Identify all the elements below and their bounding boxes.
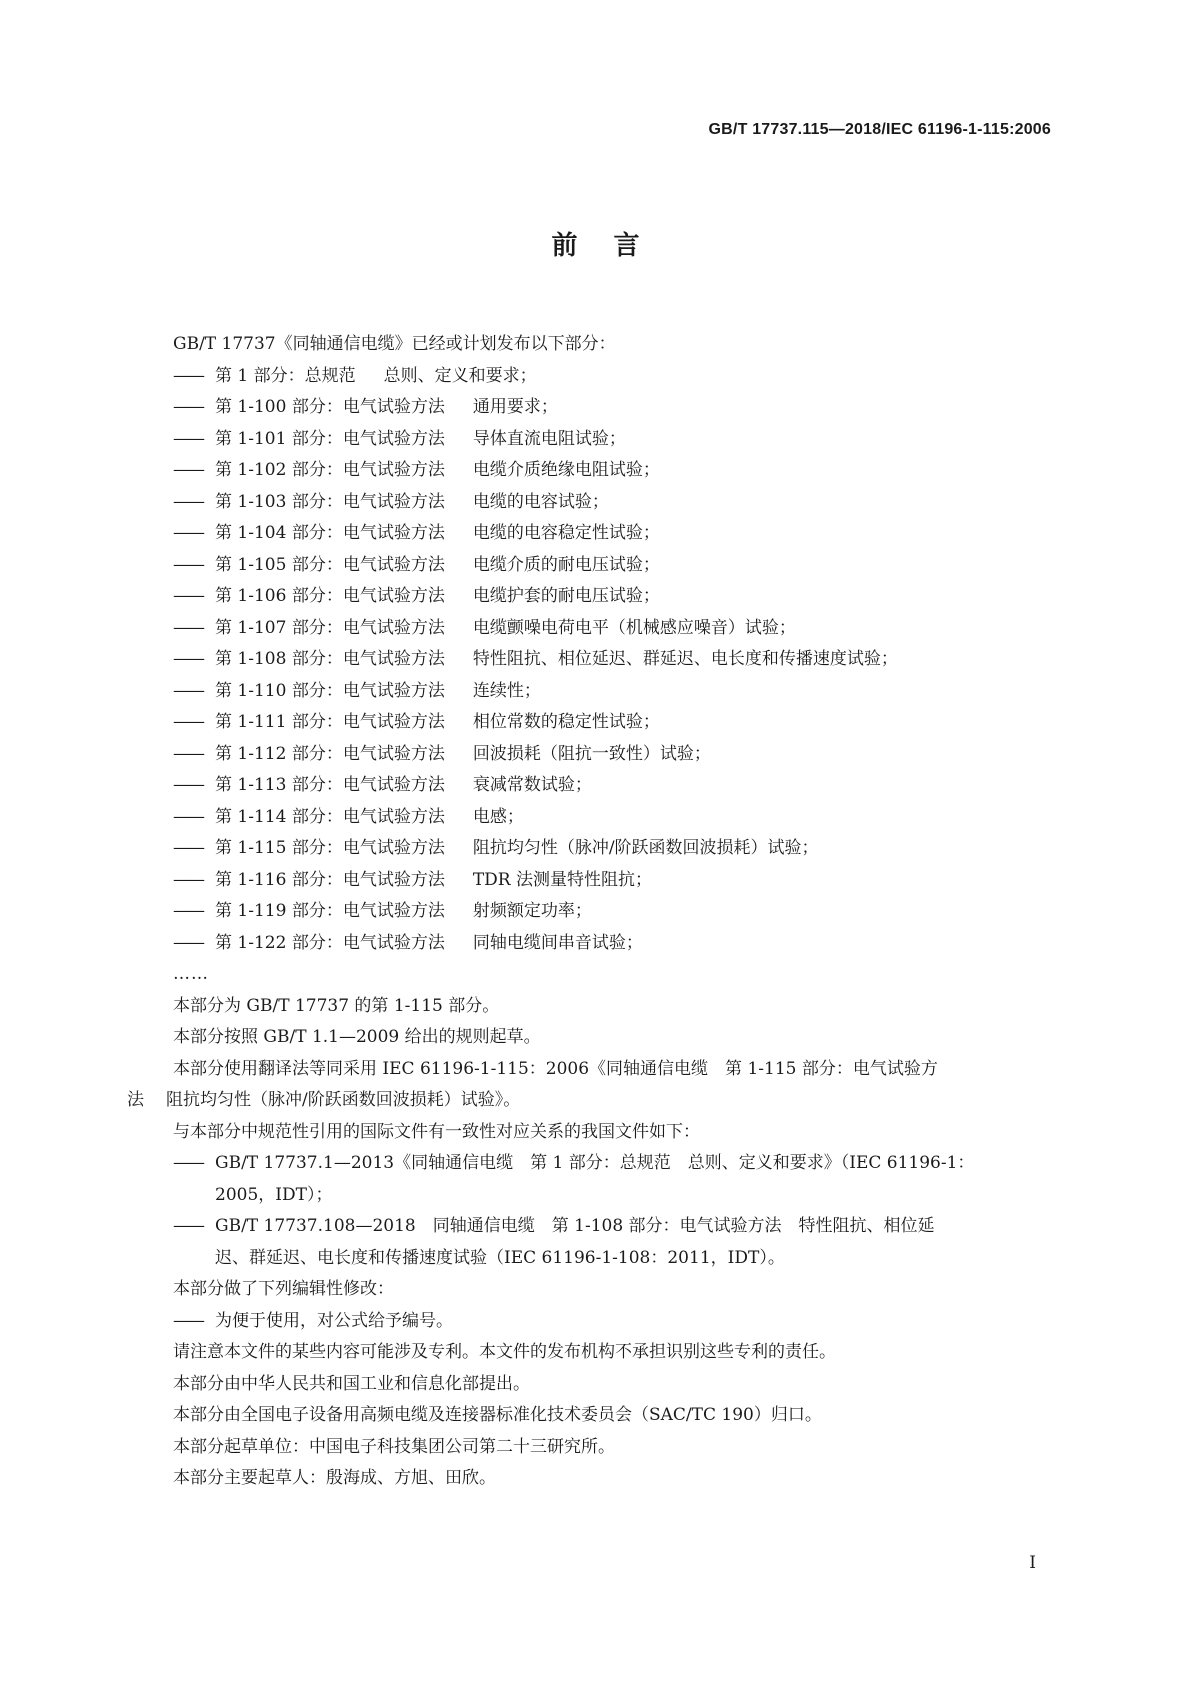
- dash-mark: ——: [173, 806, 203, 827]
- reference-2-line1: [127, 1211, 1051, 1243]
- editorial-item-text: 为便于使用，对公式给予编号。: [215, 1310, 453, 1331]
- part-name: 连续性；: [472, 680, 541, 701]
- part-list-item: [127, 487, 1051, 519]
- reference-2-text: GB/T 17737.108—2018 同轴通信电缆 第 1-108 部分：电气试验方法 特性阻抗、相位延: [215, 1216, 935, 1236]
- dash-mark: ——: [173, 428, 203, 449]
- part-prefix: 第 1-122 部分：电气试验方法: [215, 932, 445, 953]
- part-name: 相位常数的稳定性试验；: [472, 712, 660, 732]
- part-name: 特性阻抗、相位延迟、群延迟、电长度和传播速度试验；: [472, 649, 898, 669]
- part-prefix: 第 1-116 部分：电气试验方法: [215, 869, 445, 890]
- part-name: 同轴电缆间串音试验；: [472, 932, 643, 953]
- dash-mark: ——: [173, 397, 203, 417]
- reference-2-line2: 迟、群延迟、电长度和传播速度试验（IEC 61196-1-108：2011，IDT）。: [215, 1247, 785, 1268]
- dash-mark: ——: [173, 869, 203, 890]
- part-name: 电缆的电容试验；: [472, 491, 609, 512]
- dash-mark: ——: [173, 743, 203, 764]
- part-list-item: [127, 613, 1051, 645]
- part-list-item: [127, 581, 1051, 613]
- dash-mark: ——: [173, 1310, 203, 1331]
- part-prefix: 第 1-108 部分：电气试验方法: [215, 649, 445, 669]
- part-name: 导体直流电阻试验；: [472, 428, 626, 449]
- part-name: 阻抗均匀性（脉冲/阶跃函数回波损耗）试验；: [472, 838, 819, 858]
- translation-statement-line1: 本部分使用翻译法等同采用 IEC 61196-1-115：2006《同轴通信电缆 第 1-115 部分：电气试验方: [173, 1058, 938, 1079]
- dash-mark: ——: [173, 617, 203, 638]
- translation-wrap-text: 阻抗均匀性（脉冲/阶跃函数回波损耗）试验》。: [166, 1090, 521, 1110]
- part-prefix: 第 1-107 部分：电气试验方法: [215, 617, 445, 638]
- part-prefix: 第 1-113 部分：电气试验方法: [215, 775, 445, 795]
- page-number: I: [1029, 1553, 1036, 1573]
- editorial-item: [127, 1306, 1051, 1338]
- part-list-item: [127, 518, 1051, 550]
- drafting-unit: 本部分起草单位：中国电子科技集团公司第二十三研究所。: [173, 1436, 615, 1457]
- part-list-item: [127, 455, 1051, 487]
- dash-mark: ——: [173, 775, 203, 795]
- part-statement: 本部分为 GB/T 17737 的第 1-115 部分。: [173, 995, 500, 1016]
- reference-1-text: GB/T 17737.1—2013《同轴通信电缆 第 1 部分：总规范 总则、定义和要求》（IEC 61196-1：: [215, 1153, 975, 1173]
- dash-mark: ——: [173, 523, 203, 543]
- part-list-item: [127, 644, 1051, 676]
- part-name: 电缆颤噪电荷电平（机械感应噪音）试验；: [472, 617, 796, 638]
- part-prefix: 第 1-110 部分：电气试验方法: [215, 680, 445, 701]
- reference-1-line1: [127, 1148, 1051, 1180]
- standard-identifier: GB/T 17737.115—2018/IEC 61196-1-115:2006: [708, 121, 1051, 138]
- dash-mark: ——: [173, 838, 203, 858]
- part-list-item: [127, 770, 1051, 802]
- part-prefix: 第 1-114 部分：电气试验方法: [215, 806, 445, 827]
- part-name: 电缆介质的耐电压试验；: [472, 554, 660, 575]
- part-name: 射频额定功率；: [472, 901, 592, 921]
- part-prefix: 第 1-105 部分：电气试验方法: [215, 554, 445, 575]
- correspondence-statement: 与本部分中规范性引用的国际文件有一致性对应关系的我国文件如下：: [173, 1121, 700, 1142]
- part-name: 通用要求；: [472, 397, 558, 417]
- proposed-by: 本部分由中华人民共和国工业和信息化部提出。: [173, 1373, 530, 1394]
- part-list-item: [127, 865, 1051, 897]
- part-list-item: [127, 739, 1051, 771]
- dash-mark: ——: [173, 1216, 203, 1236]
- part-name: 总则、定义和要求；: [383, 365, 537, 386]
- dash-mark: ——: [173, 932, 203, 953]
- drafting-rules-statement: 本部分按照 GB/T 1.1—2009 给出的规则起草。: [173, 1027, 541, 1047]
- part-list-item: [127, 424, 1051, 456]
- foreword-body: [127, 329, 1051, 1495]
- part-name: 电缆介质绝缘电阻试验；: [472, 460, 660, 480]
- part-name: 电缆护套的耐电压试验；: [472, 586, 660, 606]
- part-list-item: [127, 676, 1051, 708]
- intro-paragraph: GB/T 17737《同轴通信电缆》已经或计划发布以下部分：: [173, 334, 616, 354]
- dash-mark: ——: [173, 680, 203, 701]
- part-name: 电感；: [472, 806, 524, 827]
- dash-mark: ——: [173, 649, 203, 669]
- part-name: 回波损耗（阻抗一致性）试验；: [472, 743, 711, 764]
- parts-list: [127, 361, 1051, 960]
- part-name: TDR 法测量特性阻抗；: [472, 869, 653, 890]
- part-prefix: 第 1-119 部分：电气试验方法: [215, 901, 445, 921]
- part-prefix: 第 1-103 部分：电气试验方法: [215, 491, 445, 512]
- part-prefix: 第 1-104 部分：电气试验方法: [215, 523, 445, 543]
- part-list-item: [127, 802, 1051, 834]
- main-drafters: 本部分主要起草人：殷海成、方旭、田欣。: [173, 1468, 496, 1488]
- dash-mark: ——: [173, 586, 203, 606]
- part-prefix: 第 1 部分：总规范: [215, 365, 356, 386]
- part-prefix: 第 1-101 部分：电气试验方法: [215, 428, 445, 449]
- dash-mark: ——: [173, 460, 203, 480]
- part-prefix: 第 1-102 部分：电气试验方法: [215, 460, 445, 480]
- centralized-by: 本部分由全国电子设备用高频电缆及连接器标准化技术委员会（SAC/TC 190）归口。: [173, 1405, 822, 1425]
- editorial-statement: 本部分做了下列编辑性修改：: [173, 1279, 394, 1299]
- part-list-item: [127, 833, 1051, 865]
- part-prefix: 第 1-112 部分：电气试验方法: [215, 743, 445, 764]
- part-list-item: [127, 707, 1051, 739]
- part-list-item: [127, 928, 1051, 960]
- part-prefix: 第 1-115 部分：电气试验方法: [215, 838, 445, 858]
- dash-mark: ——: [173, 365, 203, 386]
- dash-mark: ——: [173, 554, 203, 575]
- dash-mark: ——: [173, 491, 203, 512]
- translation-wrap-char: 法: [127, 1090, 144, 1110]
- ellipsis: ……: [173, 964, 209, 984]
- part-prefix: 第 1-111 部分：电气试验方法: [215, 712, 445, 732]
- part-prefix: 第 1-106 部分：电气试验方法: [215, 586, 445, 606]
- part-list-item: [127, 392, 1051, 424]
- dash-mark: ——: [173, 1153, 203, 1173]
- dash-mark: ——: [173, 901, 203, 921]
- patent-notice: 请注意本文件的某些内容可能涉及专利。本文件的发布机构不承担识别这些专利的责任。: [173, 1342, 836, 1362]
- translation-statement-line2: [127, 1085, 1051, 1117]
- page-title: 前言: [551, 231, 676, 261]
- dash-mark: ——: [173, 712, 203, 732]
- part-list-item: [127, 550, 1051, 582]
- part-name: 电缆的电容稳定性试验；: [472, 523, 660, 543]
- reference-1-line2: 2005，IDT）；: [215, 1184, 333, 1205]
- part-prefix: 第 1-100 部分：电气试验方法: [215, 397, 445, 417]
- part-list-item: [127, 896, 1051, 928]
- part-list-item: [127, 361, 1051, 393]
- part-name: 衰减常数试验；: [472, 775, 592, 795]
